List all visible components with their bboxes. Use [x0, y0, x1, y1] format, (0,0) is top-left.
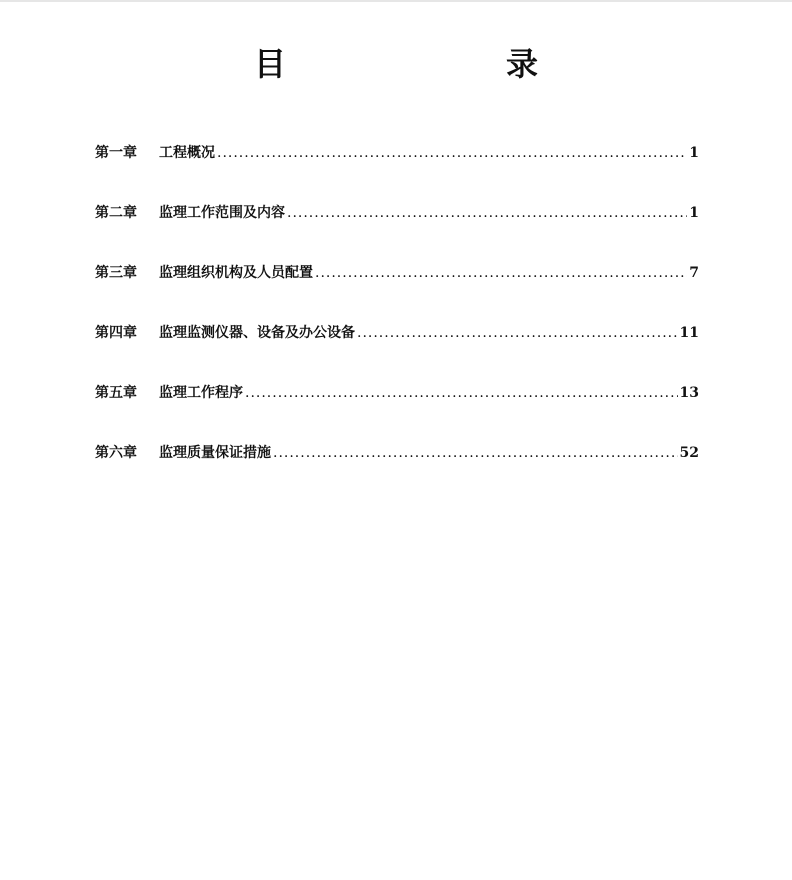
- chapter-number: 第五章: [95, 385, 137, 401]
- chapter-title: 监理质量保证措施: [159, 445, 271, 461]
- page-number: 13: [679, 385, 699, 401]
- chapter-title: 工程概况: [159, 145, 215, 161]
- page-number: 1: [689, 145, 699, 161]
- chapter-title: 监理组织机构及人员配置: [159, 265, 313, 281]
- chapter-number: 第四章: [95, 325, 137, 341]
- chapter-number: 第二章: [95, 205, 137, 221]
- chapter-number: 第三章: [95, 265, 137, 281]
- chapter-number: 第一章: [95, 145, 137, 161]
- page-number: 11: [679, 325, 699, 341]
- dot-leader: [287, 200, 687, 226]
- table-of-contents: [95, 140, 699, 500]
- chapter-number: 第六章: [95, 445, 137, 461]
- toc-entry-chapter-6[interactable]: [95, 440, 699, 500]
- page-top-border: [0, 0, 792, 2]
- page-number: 52: [679, 445, 699, 461]
- chapter-title: 监理监测仪器、设备及办公设备: [159, 325, 355, 341]
- dot-leader: [315, 260, 687, 286]
- page-number: 7: [689, 265, 699, 281]
- toc-entry-chapter-4[interactable]: [95, 320, 699, 380]
- chapter-title: 监理工作范围及内容: [159, 205, 285, 221]
- dot-leader: [217, 140, 687, 166]
- toc-entry-chapter-3[interactable]: [95, 260, 699, 320]
- dot-leader: [245, 380, 678, 406]
- dot-leader: [273, 440, 678, 466]
- page-number: 1: [689, 205, 699, 221]
- toc-entry-chapter-2[interactable]: [95, 200, 699, 260]
- toc-entry-chapter-1[interactable]: [95, 140, 699, 200]
- dot-leader: [357, 320, 678, 346]
- toc-entry-chapter-5[interactable]: [95, 380, 699, 440]
- toc-heading: 目 录: [253, 45, 590, 83]
- chapter-title: 监理工作程序: [159, 385, 243, 401]
